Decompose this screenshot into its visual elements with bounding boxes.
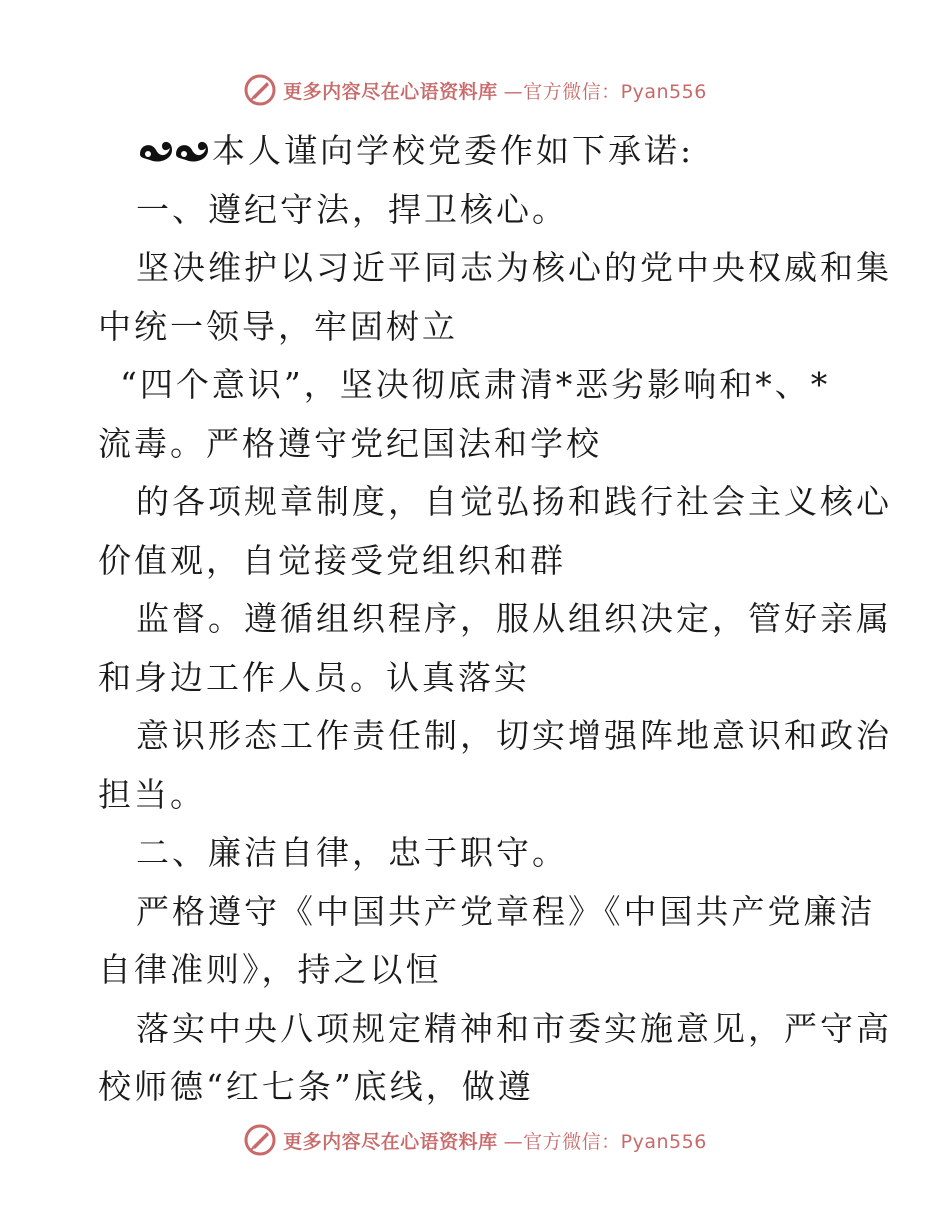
paragraph-line: 流毒。严格遵守党纪国法和学校 — [98, 423, 602, 463]
paragraph-line: 和身边工作人员。认真落实 — [98, 657, 530, 697]
banner-wechat: —官方微信：Pyan556 — [503, 80, 707, 103]
paragraph-line: 中统一领导，牢固树立 — [98, 306, 458, 346]
ornament-bullet-icon — [136, 136, 212, 166]
paragraph-line: 落实中央八项规定精神和市委实施意见，严守高 — [136, 1008, 892, 1048]
footer-banner — [0, 1120, 950, 1160]
paragraph-line: 担当。 — [98, 774, 206, 814]
banner-wechat: —官方微信：Pyan556 — [503, 1130, 707, 1153]
paragraph-line: “四个意识”，坚决彻底肃清*恶劣影响和*、* — [120, 365, 831, 404]
section-heading: 二、廉洁自律，忠于职守。 — [136, 833, 568, 872]
section-heading: 一、遵纪守法，捍卫核心。 — [136, 189, 568, 229]
paragraph-line: 价值观，自觉接受党组织和群 — [98, 540, 566, 580]
quill-logo-icon — [243, 73, 277, 107]
paragraph-line: 监督。遵循组织程序，服从组织决定，管好亲属 — [136, 599, 892, 638]
paragraph-line: 严格遵守《中国共产党章程》《中国共产党廉洁 — [136, 891, 876, 931]
commitment-intro: 本人谨向学校党委作如下承诺: — [212, 131, 695, 170]
quill-logo-icon — [243, 1123, 277, 1157]
banner-text: 更多内容尽在心语资料库 — [283, 1130, 498, 1153]
document-line — [98, 122, 858, 181]
paragraph-line: 校师德“红七条”底线，做遵 — [98, 1067, 534, 1106]
document-body — [98, 122, 892, 1117]
paragraph-line: 意识形态工作责任制，切实增强阵地意识和政治 — [136, 716, 892, 755]
paragraph-line: 自律准则》，持之以恒 — [98, 950, 442, 989]
paragraph-line: 的各项规章制度，自觉弘扬和践行社会主义核心 — [136, 482, 892, 521]
header-banner — [0, 70, 950, 110]
paragraph-line: 坚决维护以习近平同志为核心的党中央权威和集 — [136, 248, 892, 287]
banner-text: 更多内容尽在心语资料库 — [283, 80, 498, 103]
